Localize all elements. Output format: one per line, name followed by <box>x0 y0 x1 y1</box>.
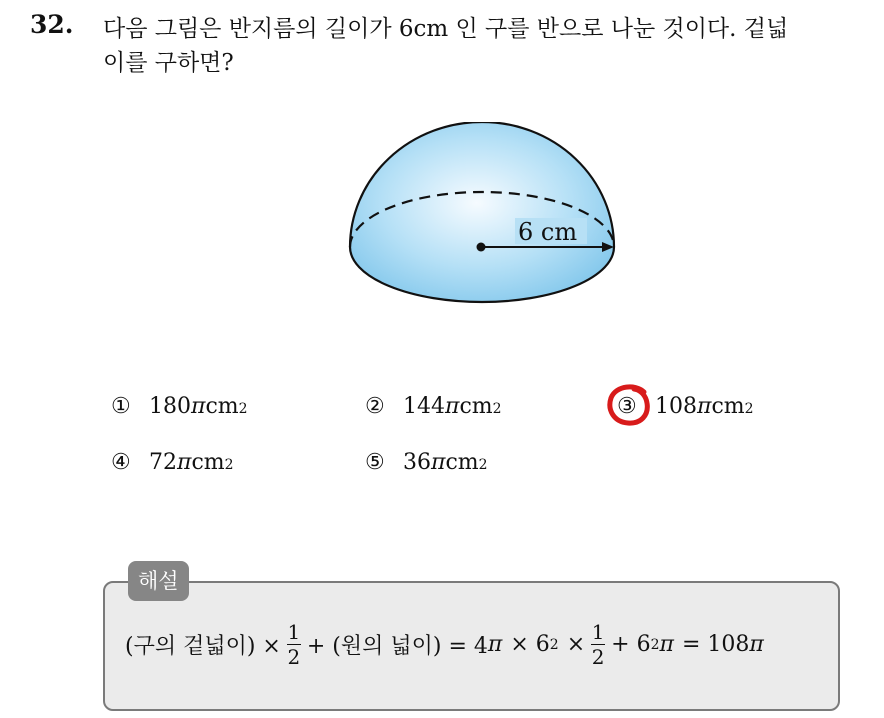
center-point <box>477 243 486 252</box>
choice-3[interactable]: ③ 108 π cm 2 <box>617 394 754 419</box>
question-line-2: 이를 구하면? <box>103 50 234 76</box>
answer-circle-mark <box>606 382 652 428</box>
formula-result: = 108 <box>681 632 750 657</box>
solution-formula: (구의 겉넓이) × $\frac{1}{2}$ + (원의 넓이) = 4 π × 6 2 × $\frac{1}{2}$ + 6 2 π = 108 π <box>125 620 764 669</box>
choice-4[interactable]: ④ 72 π cm 2 <box>111 450 234 475</box>
choice-4-value: 72 <box>149 450 177 475</box>
choice-2-number: ② <box>365 394 385 419</box>
formula-part2: + (원의 넓이) = 4 <box>306 634 488 659</box>
choice-3-value: 108 <box>655 394 697 419</box>
fraction-half-1: $\frac{1}{2}$ <box>287 620 301 669</box>
choice-5-number: ⑤ <box>365 450 385 475</box>
choice-2[interactable]: ② 144 π cm 2 <box>365 394 502 419</box>
fraction-half-2: $\frac{1}{2}$ <box>591 620 605 669</box>
solution-tag: 해설 <box>128 561 189 601</box>
formula-part5: + 6 <box>611 632 651 657</box>
choice-1-value: 180 <box>149 394 191 419</box>
formula-part3: × 6 <box>510 632 550 657</box>
question-number: 32. <box>30 10 74 39</box>
choice-5-value: 36 <box>403 450 431 475</box>
choice-2-value: 144 <box>403 394 445 419</box>
radius-label: 6 cm <box>518 218 578 246</box>
question-text <box>103 12 873 80</box>
formula-part1: (구의 겉넓이) × <box>125 634 281 659</box>
question-line-1: 다음 그림은 반지름의 길이가 6cm 인 구를 반으로 나눈 것이다. 겉넓 <box>103 16 789 42</box>
choice-5[interactable]: ⑤ 36 π cm 2 <box>365 450 488 475</box>
formula-part4: × <box>566 632 586 657</box>
hemisphere-figure <box>340 122 625 312</box>
hemisphere-body <box>350 122 614 302</box>
choice-3-number: ③ <box>617 394 637 419</box>
choice-1-number: ① <box>111 394 131 419</box>
choice-1[interactable]: ① 180 π cm 2 <box>111 394 248 419</box>
choice-4-number: ④ <box>111 450 131 475</box>
